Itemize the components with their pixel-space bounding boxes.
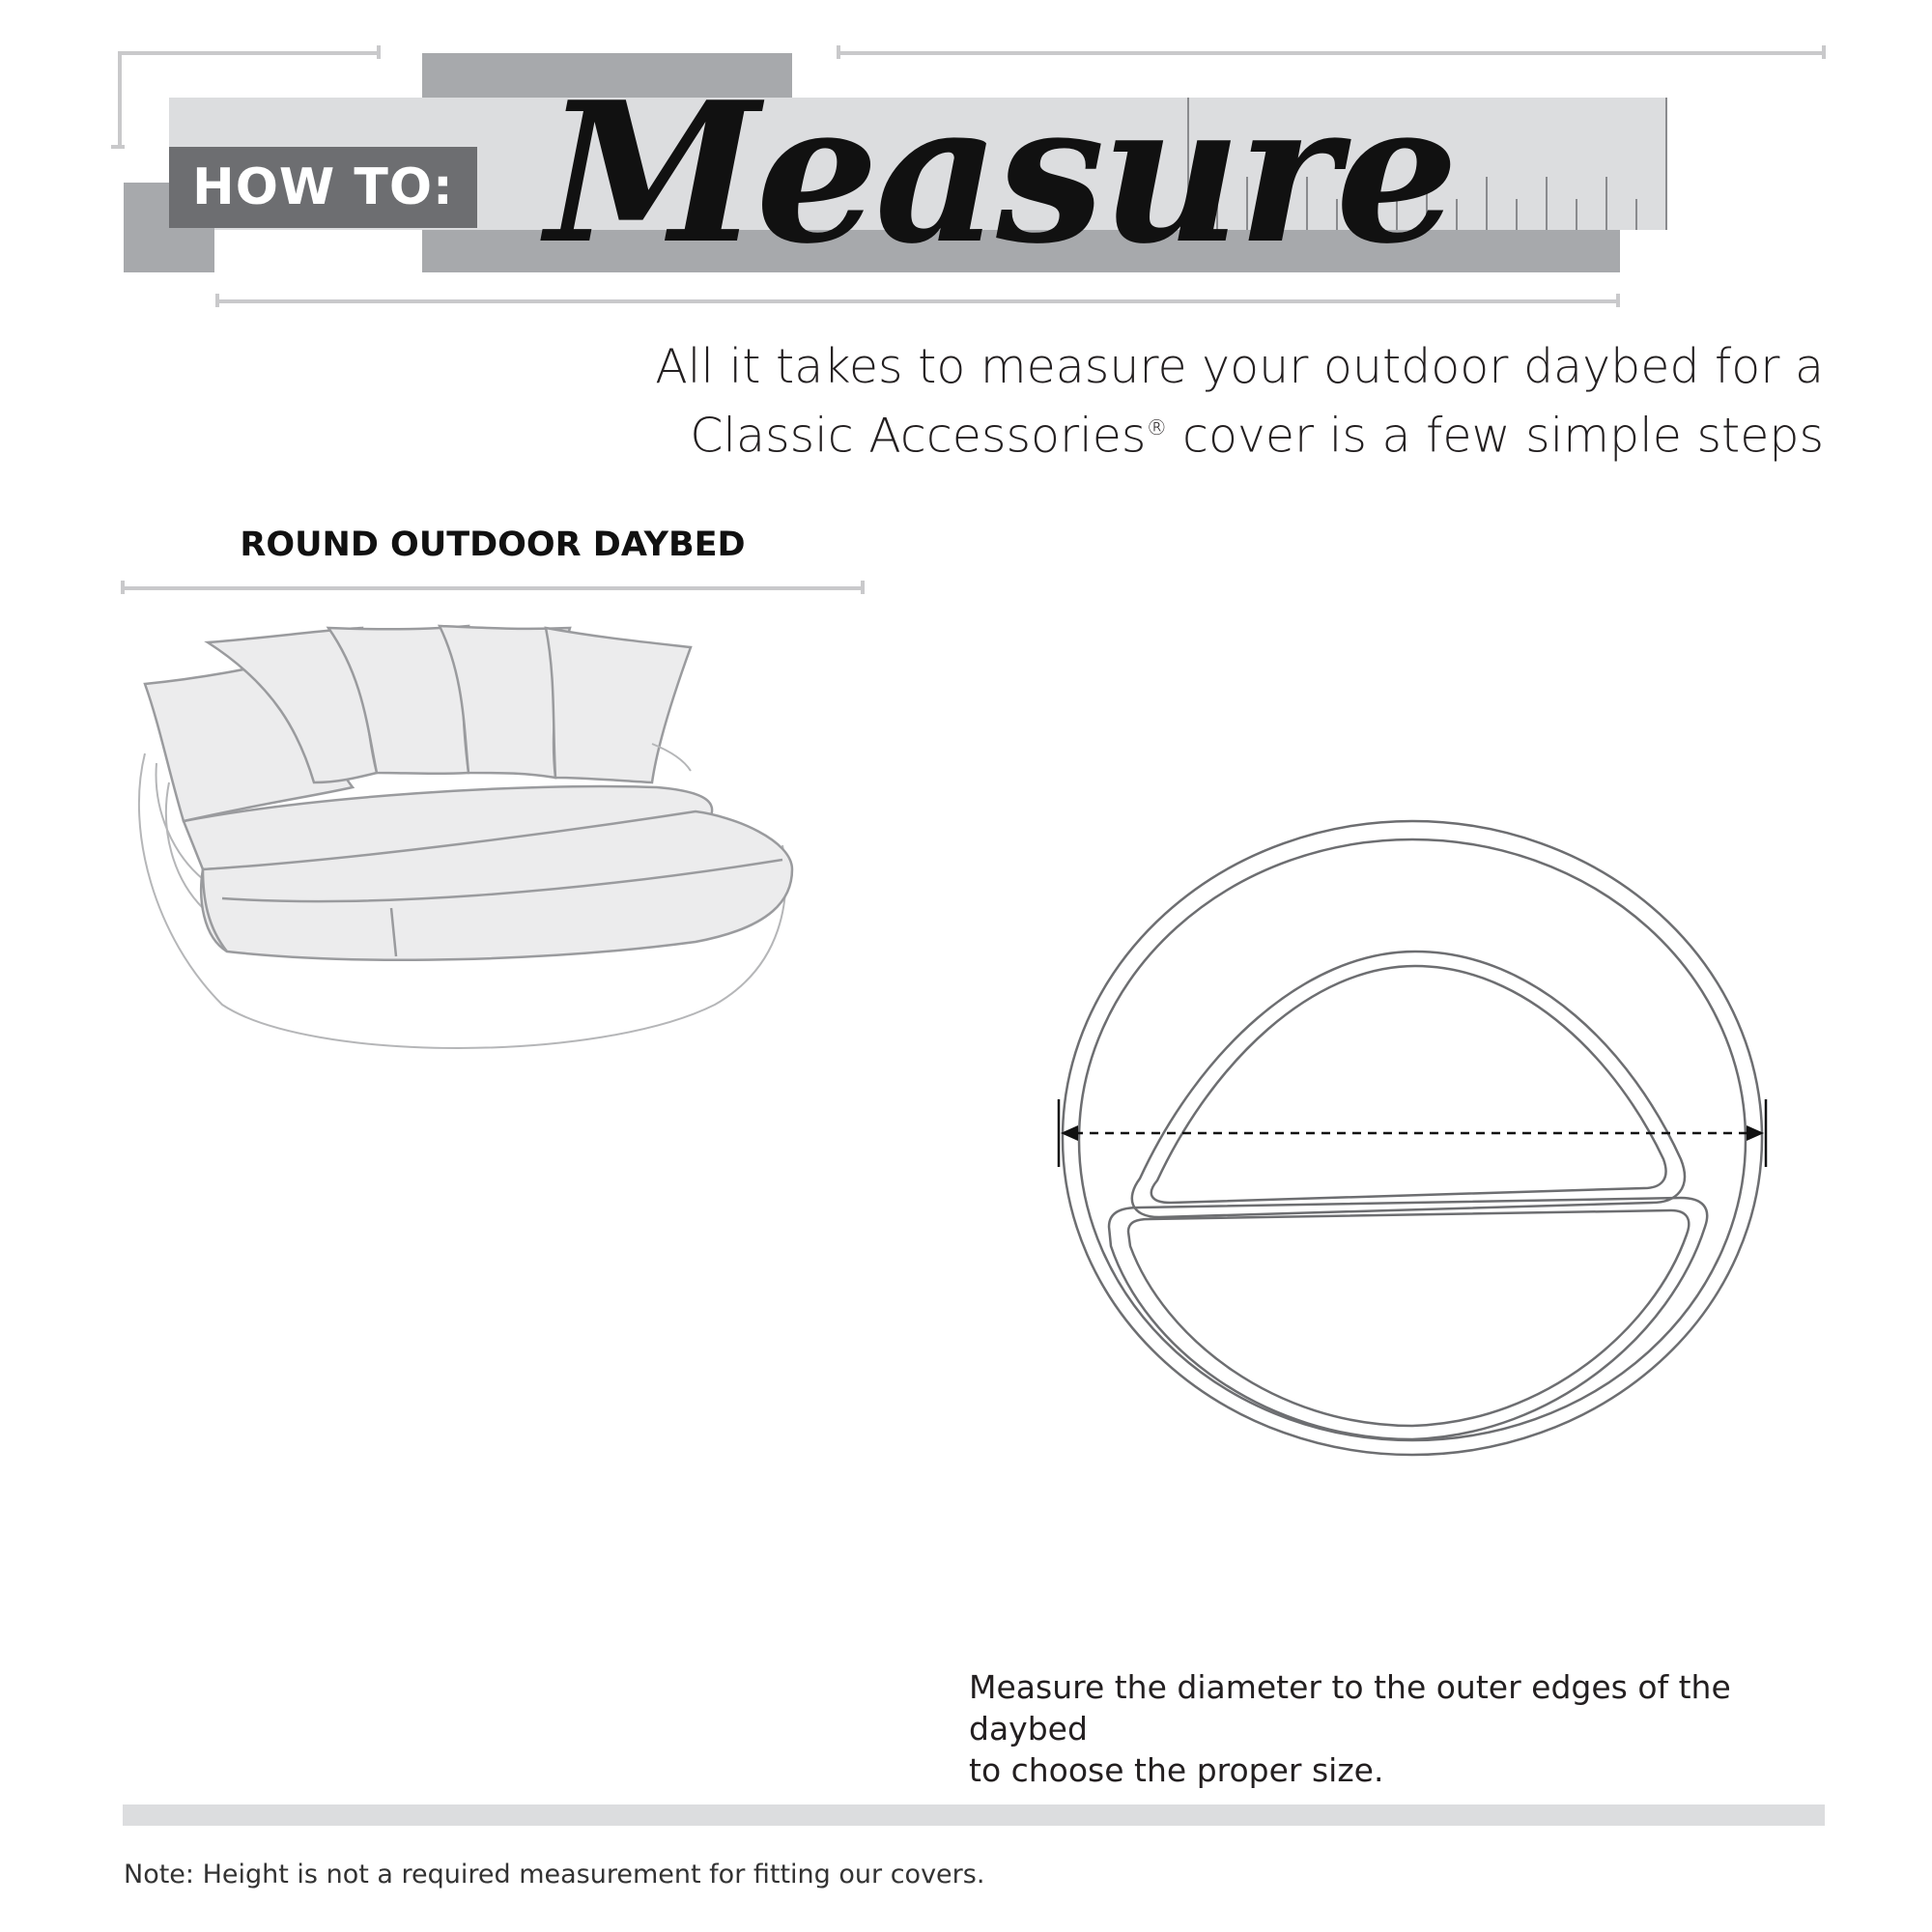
ruler-top-right <box>838 51 1824 55</box>
section-rule <box>123 586 863 590</box>
instruction-line-2: to choose the proper size. <box>969 1751 1384 1789</box>
section-title: ROUND OUTDOOR DAYBED <box>240 526 746 564</box>
ruler-header-bottom-tick-right <box>1616 294 1620 307</box>
how-to-label: HOW TO: <box>192 158 454 216</box>
page-title: Measure <box>546 60 1455 287</box>
round-daybed-perspective-icon <box>116 618 811 1072</box>
ruler-header-bottom <box>217 299 1618 303</box>
intro-text <box>568 336 1824 467</box>
ruler-left-tick <box>111 145 125 149</box>
section-rule-tick-right <box>861 581 865 594</box>
ruler-top-right-tick-left <box>837 45 840 59</box>
ruler-top-left-tick <box>377 45 381 59</box>
footer-bar <box>123 1804 1825 1826</box>
ruler-header-bottom-tick-left <box>215 294 219 307</box>
intro-line-2: Classic Accessories® cover is a few simple steps <box>690 408 1824 464</box>
ruler-top-left <box>118 51 379 55</box>
ruler-top-right-tick-right <box>1822 45 1826 59</box>
ruler-left-vertical <box>118 51 122 148</box>
how-to-badge <box>169 147 477 228</box>
instruction-line-1: Measure the diameter to the outer edges of the daybed <box>969 1668 1731 1747</box>
registered-mark: ® <box>1146 416 1168 440</box>
instruction-text <box>969 1666 1838 1791</box>
section-rule-tick-left <box>121 581 125 594</box>
diameter-arrow-icon <box>1053 1092 1787 1169</box>
footer-note: Note: Height is not a required measurement for fitting our covers. <box>124 1860 985 1889</box>
intro-line-1: All it takes to measure your outdoor daybed for a <box>655 339 1824 394</box>
